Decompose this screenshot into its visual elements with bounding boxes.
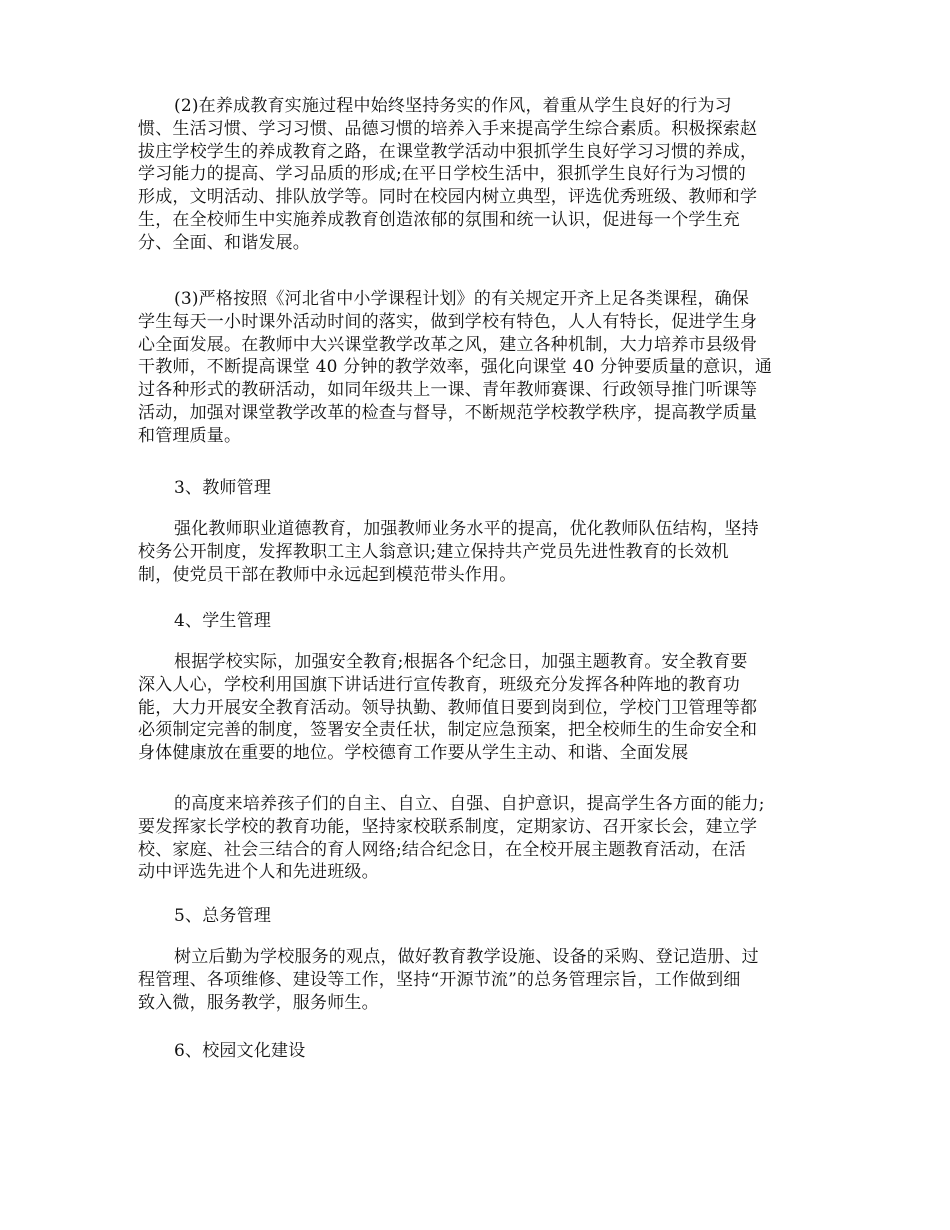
text-line: 活动，加强对课堂教学改革的检查与督导，不断规范学校教学秩序，提高教学质量 [138,402,758,423]
paragraph-curriculum [138,288,828,448]
text-line: 致入微，服务教学，服务师生。 [138,992,379,1013]
paragraph-student [138,651,828,765]
heading-teacher-management [138,477,828,500]
text-line: 形成，文明活动、排队放学等。同时在校园内树立典型，评选优秀班级、教师和学 [138,187,758,208]
paragraph-habit-education [138,95,828,255]
section-heading: 4、学生管理 [174,611,272,631]
text-line: 生，在全校师生中实施养成教育创造浓郁的氛围和统一认识，促进每一个学生充 [138,209,740,230]
text-line: 的高度来培养孩子们的自主、自立、自强、自护意识，提高学生各方面的能力; [174,794,765,814]
text-line: 程管理、各项维修、建设等工作，坚持“开源节流”的总务管理宗旨，工作做到细 [138,969,741,990]
paragraph-teacher [138,518,828,586]
text-line: 树立后勤为学校服务的观点，做好教育教学设施、设备的采购、登记造册、过 [174,947,759,967]
text-line: 动中评选先进个人和先进班级。 [138,862,379,883]
section-heading: 5、总务管理 [174,906,272,926]
text-line: 拔庄学校学生的养成教育之路，在课堂教学活动中狠抓学生良好学习习惯的养成， [138,141,758,162]
text-line: 惯、生活习惯、学习习惯、品德习惯的培养入手来提高学生综合素质。积极探索赵 [138,118,758,139]
text-line: 学习能力的提高、学习品质的形成;在平日学校生活中，狠抓学生良好行为习惯的 [138,164,746,185]
section-heading: 6、校园文化建设 [174,1041,306,1061]
paragraph-general-affairs [138,946,828,1014]
text-line: 强化教师职业道德教育，加强教师业务水平的提高，优化教师队伍结构，坚持 [174,519,759,539]
text-line: 过各种形式的教研活动，如同年级共上一课、青年教师赛课、行政领导推门听课等 [138,380,758,401]
text-line: 心全面发展。在教师中大兴课堂教学改革之风，建立各种机制，大力培养市县级骨 [138,334,758,355]
text-line: 根据学校实际，加强安全教育;根据各个纪念日，加强主题教育。安全教育要 [174,652,748,672]
text-line: 身体健康放在重要的地位。学校德育工作要从学生主动、和谐、全面发展 [138,743,689,764]
heading-campus-culture [138,1040,828,1063]
text-line: 干教师，不断提高课堂 40 分钟的教学效率，强化向课堂 40 分钟要质量的意识，通 [138,357,773,378]
heading-general-affairs [138,905,828,928]
text-line: (3)严格按照《河北省中小学课程计划》的有关规定开齐上足各类课程，确保 [174,289,750,309]
text-line: 和管理质量。 [138,425,242,446]
text-line: 学生每天一小时课外活动时间的落实，做到学校有特色，人人有特长，促进学生身 [138,311,758,332]
paragraph-student-continued [138,793,828,884]
text-line: 分、全面、和谐发展。 [138,232,310,253]
text-line: 能，大力开展安全教育活动。领导执勤、教师值日要到岗到位，学校门卫管理等都 [138,697,758,718]
heading-student-management [138,610,828,633]
section-heading: 3、教师管理 [174,478,272,498]
text-line: 深入人心，学校利用国旗下讲话进行宣传教育，班级充分发挥各种阵地的教育功 [138,674,740,695]
text-line: (2)在养成教育实施过程中始终坚持务实的作风，着重从学生良好的行为习 [174,96,732,116]
text-line: 制，使党员干部在教师中永远起到模范带头作用。 [138,564,517,585]
text-line: 必须制定完善的制度，签署安全责任状，制定应急预案，把全校师生的生命安全和 [138,720,758,741]
text-line: 校务公开制度，发挥教职工主人翁意识;建立保持共产党员先进性教育的长效机 [138,541,729,562]
text-line: 要发挥家长学校的教育功能，坚持家校联系制度，定期家访、召开家长会，建立学 [138,816,758,837]
text-line: 校、家庭、社会三结合的育人网络;结合纪念日，在全校开展主题教育活动，在活 [138,839,746,860]
